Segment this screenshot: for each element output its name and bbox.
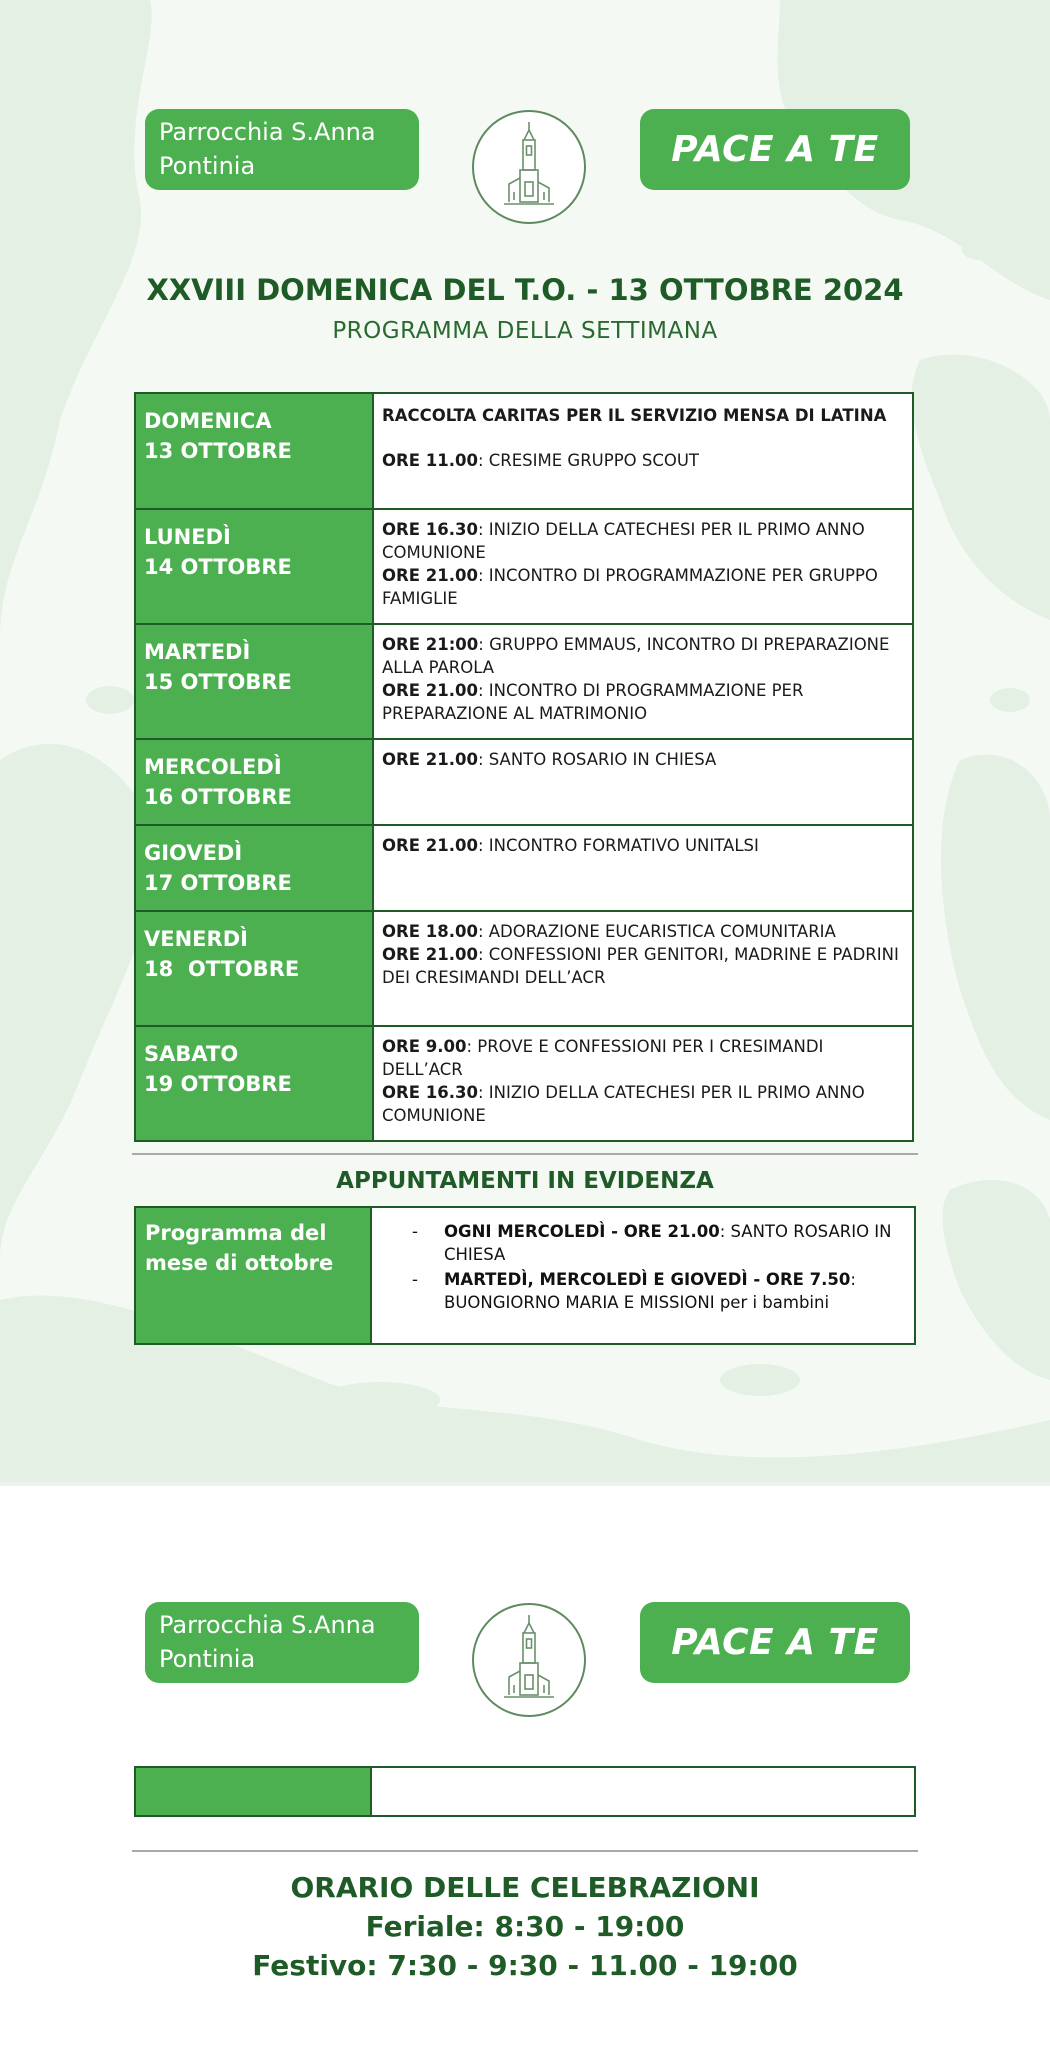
events-cell [373,911,913,1026]
event-time: ORE 21.00 [382,836,478,855]
day-name: SABATO [144,1042,239,1066]
parish-badge [145,109,419,190]
highlight-text: RACCOLTA CARITAS PER IL SERVIZIO MENSA DI LATINA [382,406,887,425]
event-line [382,1035,904,1081]
item-bold: MARTEDÌ, MERCOLEDÌ E GIOVEDÌ - ORE 7.50 [444,1270,851,1289]
events-cell [373,509,913,624]
day-name: LUNEDÌ [144,525,231,549]
divider [132,1153,918,1155]
event-line [382,1081,904,1127]
event-line [382,564,904,610]
events-cell [373,624,913,739]
header [0,1576,1050,1696]
event-text: : PROVE E CONFESSIONI PER I CRESIMANDI DELL’ACR [382,1037,824,1079]
event-time: ORE 21:00 [382,635,479,654]
event-text: : ADORAZIONE EUCARISTICA COMUNITARIA [477,922,836,941]
celebrations-title: ORARIO DELLE CELEBRAZIONI [290,1871,760,1904]
item-bold: OGNI MERCOLEDÌ - ORE 21.00 [444,1222,720,1241]
event-text: : GRUPPO EMMAUS, INCONTRO DI PREPARAZIONE ALLA PAROLA [382,635,890,677]
day-date: 13 OTTOBRE [144,439,292,463]
day-cell [135,1026,373,1141]
day-date: 16 OTTOBRE [144,785,292,809]
event-text: : CONFESSIONI PER GENITORI, MADRINE E PADRINI DEI CRESIMANDI DELL’ACR [382,945,899,987]
event-text: : INIZIO DELLA CATECHESI PER IL PRIMO ANNO COMUNIONE [382,1083,865,1125]
event-line [382,943,904,989]
motto-badge: PACE A TE [640,109,910,190]
table-row [135,509,913,624]
day-cell [135,509,373,624]
highlights-label-line: Programma del [145,1221,327,1245]
highlights-label-line: mese di ottobre [145,1251,334,1275]
day-date: 14 OTTOBRE [144,555,292,579]
divider [132,1850,918,1852]
event-time: ORE 21.00 [382,945,478,964]
event-time: ORE 18.00 [382,922,478,941]
day-cell [135,393,373,509]
table-row [135,911,913,1026]
day-name: GIOVEDÌ [144,841,243,865]
event-text: : CRESIME GRUPPO SCOUT [477,451,700,470]
parish-name: Parrocchia S.Anna [159,118,376,146]
highlights-list [372,1208,914,1343]
event-time: ORE 21.00 [382,750,478,769]
table-row [135,825,913,911]
event-line [382,633,904,679]
empty-table-row [134,1766,916,1817]
day-name: DOMENICA [144,409,272,433]
events-cell [373,739,913,825]
day-cell [135,825,373,911]
weekday-times: Feriale: 8:30 - 19:00 [365,1910,685,1943]
day-name: MERCOLEDÌ [144,755,282,779]
event-time: ORE 21.00 [382,566,478,585]
header [0,83,1050,203]
page-subtitle: PROGRAMMA DELLA SETTIMANA [332,318,718,344]
event-time: ORE 16.30 [382,520,478,539]
highlights-label [136,1208,372,1343]
event-text: : INCONTRO DI PROGRAMMAZIONE PER PREPARAZIONE AL MATRIMONIO [382,681,804,723]
day-cell [135,911,373,1026]
list-item [412,1268,904,1314]
church-tower-icon [472,1603,586,1717]
events-cell [373,393,913,509]
day-cell [135,739,373,825]
bullet-dash: - [412,1222,418,1241]
table-row [135,739,913,825]
event-line [382,679,904,725]
page-title: XXVIII DOMENICA DEL T.O. - 13 OTTOBRE 2024 [146,273,904,307]
day-name: VENERDÌ [144,927,248,951]
holiday-times: Festivo: 7:30 - 9:30 - 11.00 - 19:00 [252,1949,798,1982]
event-line [382,920,904,943]
motto-badge: PACE A TE [640,1602,910,1683]
day-date: 15 OTTOBRE [144,670,292,694]
highlights-title: APPUNTAMENTI IN EVIDENZA [336,1168,714,1194]
table-row [135,1026,913,1141]
day-date: 17 OTTOBRE [144,871,292,895]
day-date: 18 OTTOBRE [144,957,300,981]
event-time: ORE 11.00 [382,451,478,470]
highlights-box [134,1206,916,1345]
list-item [412,1220,904,1266]
event-text: : INCONTRO DI PROGRAMMAZIONE PER GRUPPO FAMIGLIE [382,566,878,608]
event-time: ORE 9.00 [382,1037,467,1056]
event-text: : INIZIO DELLA CATECHESI PER IL PRIMO ANNO COMUNIONE [382,520,865,562]
event-line [382,518,904,564]
event-line [382,449,904,472]
item-text: : SANTO ROSARIO IN CHIESA [444,1222,892,1264]
empty-label-cell [136,1768,372,1815]
item-text: : BUONGIORNO MARIA E MISSIONI per i bambini [444,1270,856,1312]
parish-name: Parrocchia S.Anna [159,1611,376,1639]
day-name: MARTEDÌ [144,640,251,664]
church-tower-icon [472,110,586,224]
events-cell [373,1026,913,1141]
event-text: : INCONTRO FORMATIVO UNITALSI [477,836,759,855]
event-line [382,834,904,857]
bullet-dash: - [412,1270,418,1289]
day-date: 19 OTTOBRE [144,1072,292,1096]
parish-town: Pontinia [159,1645,256,1673]
table-row [135,393,913,509]
event-line [382,748,904,771]
event-text: : SANTO ROSARIO IN CHIESA [477,750,717,769]
day-cell [135,624,373,739]
parish-town: Pontinia [159,152,256,180]
event-time: ORE 16.30 [382,1083,478,1102]
table-row [135,624,913,739]
event-time: ORE 21.00 [382,681,478,700]
parish-badge [145,1602,419,1683]
events-cell [373,825,913,911]
weekly-schedule-table [134,392,914,1142]
